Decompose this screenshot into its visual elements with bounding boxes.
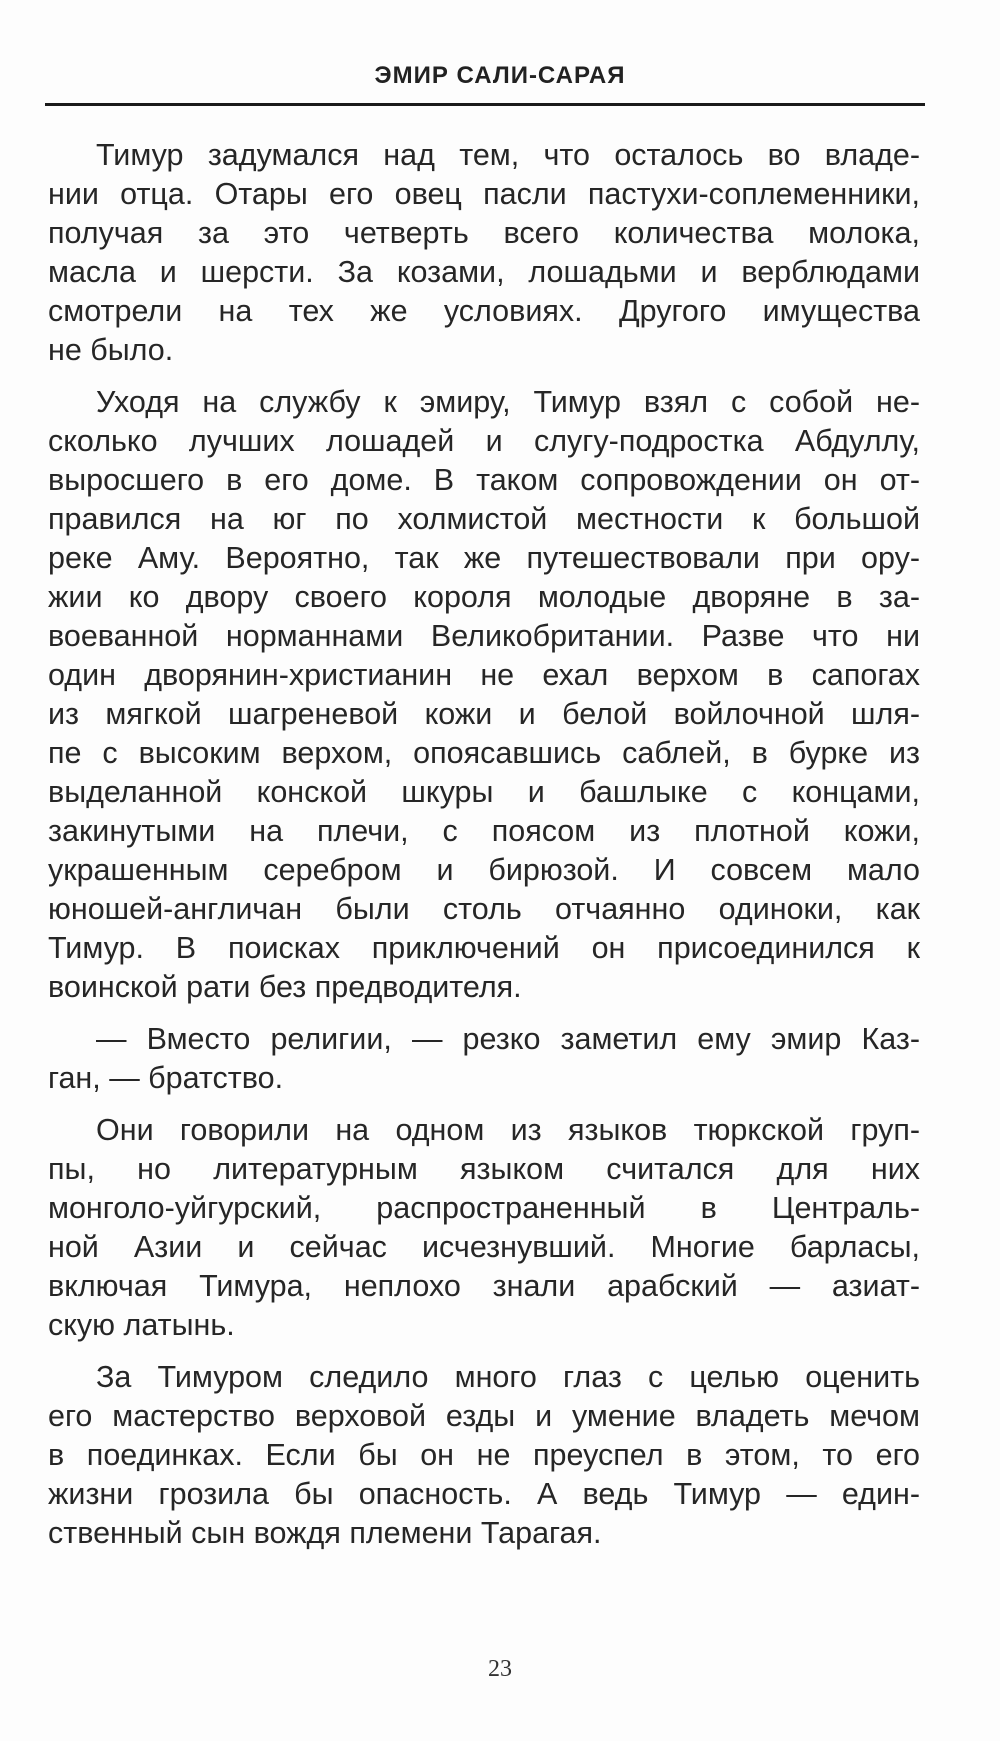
text-line: получая за это четверть всего количества молока, bbox=[48, 216, 920, 250]
text-line: из мягкой шагреневой кожи и белой войлочной шля- bbox=[48, 697, 920, 731]
text-line: жии ко двору своего короля молодые дворяне в за- bbox=[48, 580, 920, 614]
text-line: Уходя на службу к эмиру, Тимур взял с собой не- bbox=[96, 385, 920, 419]
text-line: — Вместо религии, — резко заметил ему эмир Каз- bbox=[96, 1022, 920, 1056]
text-line: Тимур. В поисках приключений он присоединился к bbox=[48, 931, 920, 965]
text-line: пы, но литературным языком считался для них bbox=[48, 1152, 920, 1186]
text-line: его мастерство верховой езды и умение владеть мечом bbox=[48, 1399, 920, 1433]
text-line: реке Аму. Вероятно, так же путешествовали при ору- bbox=[48, 541, 920, 575]
text-line: масла и шерсти. За козами, лошадьми и верблюдами bbox=[48, 255, 920, 289]
text-line: юношей-англичан были столь отчаянно одиноки, как bbox=[48, 892, 920, 926]
text-line: не было. bbox=[48, 333, 174, 367]
text-line: жизни грозила бы опасность. А ведь Тимур — един- bbox=[48, 1477, 920, 1511]
text-line: выросшего в его доме. В таком сопровождении он от- bbox=[48, 463, 920, 497]
text-line: нии отца. Отары его овец пасли пастухи-соплеменники, bbox=[48, 177, 920, 211]
paragraph-4 bbox=[48, 1111, 920, 1345]
running-head: ЭМИР САЛИ-САРАЯ bbox=[374, 62, 626, 89]
text-line: смотрели на тех же условиях. Другого имущества bbox=[48, 294, 920, 328]
text-line: выделанной конской шкуры и башлыке с концами, bbox=[48, 775, 920, 809]
text-line: ственный сын вождя племени Тарагая. bbox=[48, 1516, 602, 1550]
text-line: монголо-уйгурский, распространенный в Централь- bbox=[48, 1191, 920, 1225]
text-line: Тимур задумался над тем, что осталось во владе- bbox=[96, 138, 920, 172]
text-line: Они говорили на одном из языков тюркской груп- bbox=[96, 1113, 920, 1147]
text-line: ной Азии и сейчас исчезнувший. Многие барласы, bbox=[48, 1230, 920, 1264]
paragraph-1 bbox=[48, 136, 920, 370]
paragraph-2 bbox=[48, 383, 920, 1007]
paragraph-5 bbox=[48, 1358, 920, 1553]
text-line: скую латынь. bbox=[48, 1308, 235, 1342]
text-line: воинской рати без предводителя. bbox=[48, 970, 522, 1004]
header-rule bbox=[45, 103, 925, 106]
text-line: воеванной норманнами Великобритании. Разве что ни bbox=[48, 619, 920, 653]
paragraph-3 bbox=[48, 1020, 920, 1098]
text-line: в поединках. Если бы он не преуспел в этом, то его bbox=[48, 1438, 920, 1472]
text-line: ган, — братство. bbox=[48, 1061, 284, 1095]
text-line: правился на юг по холмистой местности к большой bbox=[48, 502, 920, 536]
text-line: сколько лучших лошадей и слугу-подростка Абдуллу, bbox=[48, 424, 920, 458]
text-line: закинутыми на плечи, с поясом из плотной кожи, bbox=[48, 814, 920, 848]
text-line: один дворянин-христианин не ехал верхом в сапогах bbox=[48, 658, 920, 692]
page-number: 23 bbox=[488, 1656, 512, 1682]
text-line: украшенным серебром и бирюзой. И совсем мало bbox=[48, 853, 920, 887]
text-line: включая Тимура, неплохо знали арабский — азиат- bbox=[48, 1269, 920, 1303]
body-text bbox=[48, 136, 920, 1566]
text-line: пе с высоким верхом, опоясавшись саблей, в бурке из bbox=[48, 736, 920, 770]
text-line: За Тимуром следило много глаз с целью оценить bbox=[96, 1360, 920, 1394]
